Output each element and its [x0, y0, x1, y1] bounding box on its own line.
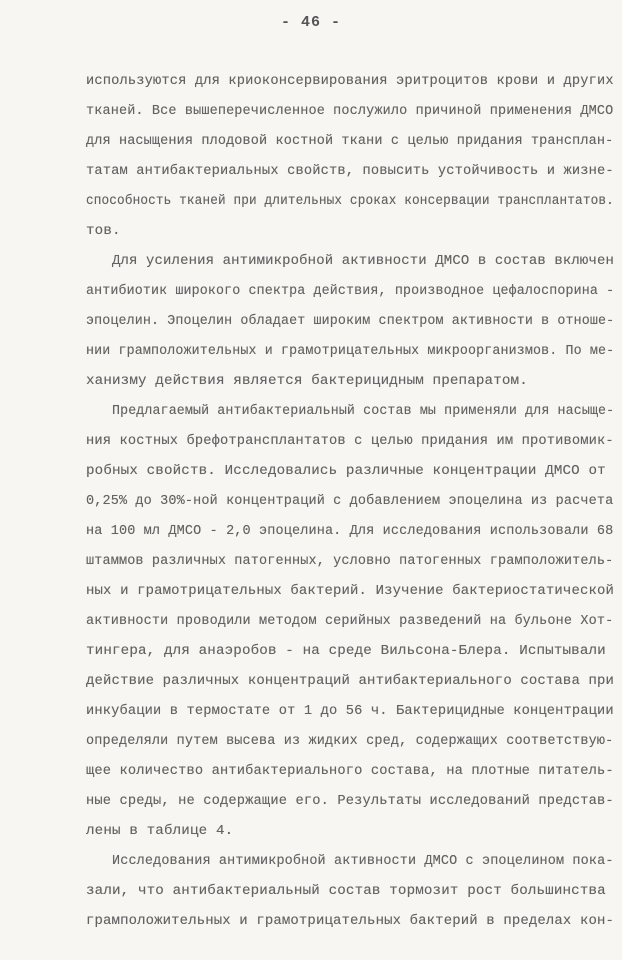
text-line: антибиотик широкого спектра действия, производное цефалоспорина -	[86, 283, 615, 299]
text-line: нии грамположительных и грамотрицательных микроорганизмов. По ме-	[86, 343, 615, 359]
paragraph-first-line: Для усиления антимикробной активности ДМСО в состав включен	[112, 253, 614, 269]
text-line: ные среды, не содержащие его. Результаты исследований представ-	[86, 793, 614, 809]
text-line: используются для криоконсервирования эритроцитов крови и других	[86, 73, 614, 89]
text-line: щее количество антибактериального состава, на плотные питатель-	[86, 763, 614, 779]
text-line: для насыщения плодовой костной ткани с целью придания трансплан-	[86, 133, 614, 149]
text-line: тов.	[86, 223, 121, 239]
text-line: способность тканей при длительных сроках консервации трансплантатов.	[86, 193, 614, 209]
text-line: определяли путем высева из жидких сред, содержащих соответствую-	[86, 733, 614, 749]
text-line: 0,25% до 30%-ной концентраций с добавлением эпоцелина из расчета	[86, 493, 614, 509]
text-line: робных свойств. Исследовались различные концентрации ДМСО от	[86, 463, 606, 479]
text-line: эпоцелин. Эпоцелин обладает широким спектром активности в отноше-	[86, 313, 615, 329]
text-line: зали, что антибактериальный состав тормозит рост большинства	[86, 883, 606, 899]
text-line: активности проводили методом серийных разведений на бульоне Хот-	[86, 613, 614, 629]
text-line: инкубации в термостате от 1 до 56 ч. Бактерицидные концентрации	[86, 703, 614, 719]
text-line: действие различных концентраций антибактериального состава при	[86, 673, 615, 689]
text-line: ных и грамотрицательных бактерий. Изучение бактериостатической	[86, 583, 615, 599]
text-line: ханизму действия является бактерицидным препаратом.	[86, 373, 528, 389]
text-line: грамположительных и грамотрицательных бактерий в пределах кон-	[86, 913, 615, 929]
text-line: тингера, для анаэробов - на среде Вильсона-Блера. Испытывали	[86, 643, 606, 659]
text-line: татам антибактериальных свойств, повысить устойчивость и жизне-	[86, 163, 614, 179]
text-line: лены в таблице 4.	[86, 823, 234, 839]
page-number: - 46 -	[280, 14, 341, 31]
text-line: тканей. Все вышеперечисленное послужило причиной применения ДМСО	[86, 103, 614, 119]
text-line: ния костных брефотрансплантатов с целью придания им противомик-	[86, 433, 614, 449]
paragraph-first-line: Предлагаемый антибактериальный состав мы применяли для насыще-	[112, 403, 615, 419]
text-line: на 100 мл ДМСО - 2,0 эпоцелина. Для исследования использовали 68	[86, 523, 614, 539]
text-line: штаммов различных патогенных, условно патогенных грамположитель-	[86, 553, 614, 569]
paragraph-first-line: Исследования антимикробной активности ДМСО с эпоцелином пока-	[112, 853, 614, 869]
